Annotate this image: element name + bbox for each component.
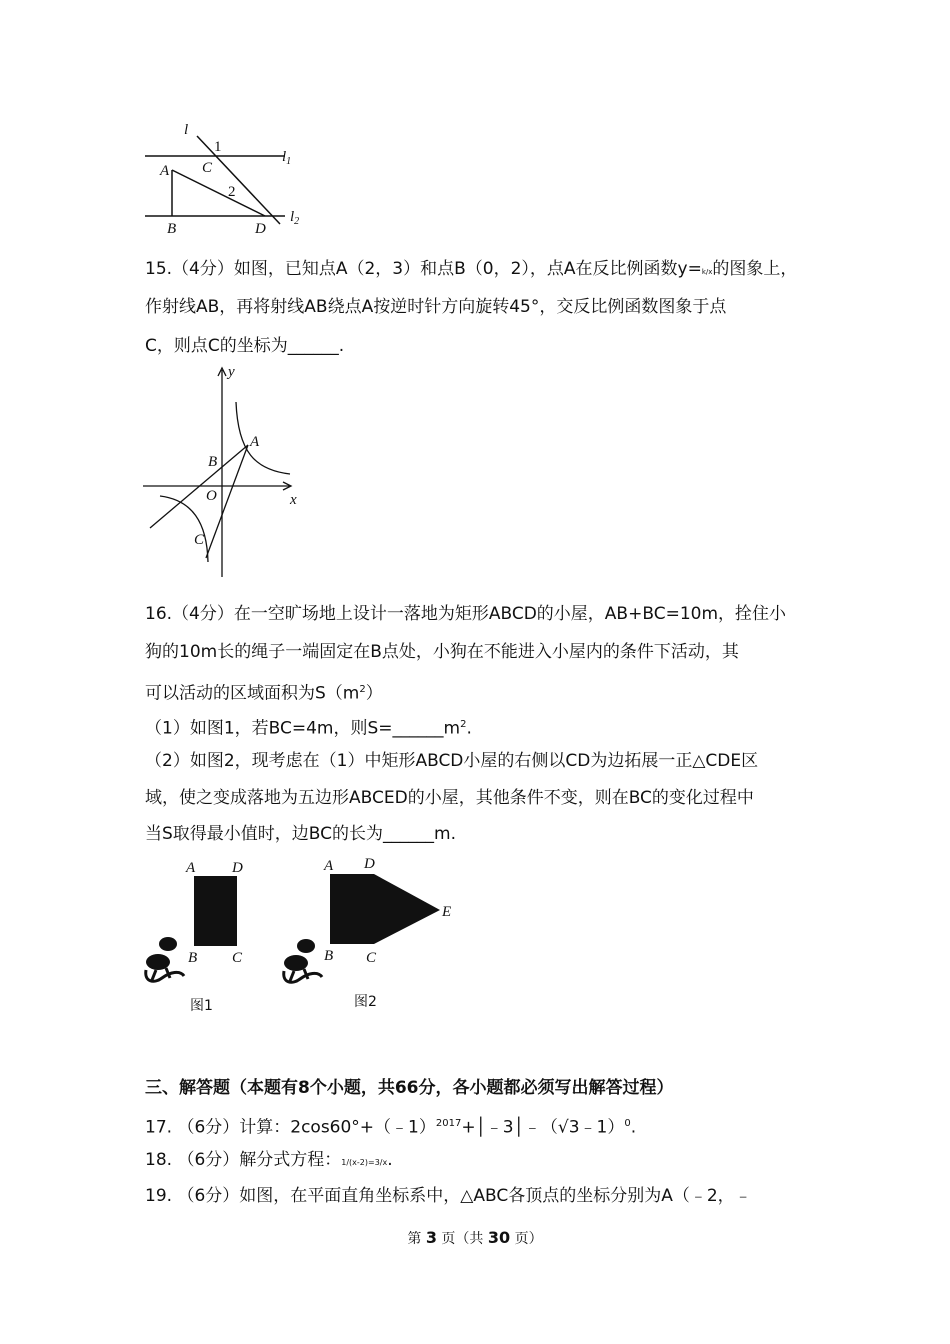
section3-title: 三、解答题（本题有8个小题，共66分，各小题都必须写出解答过程） — [145, 1078, 674, 1098]
dog-icon — [146, 937, 184, 981]
fig2-label-B: B — [324, 948, 334, 964]
q19: 19. （6分）如图，在平面直角坐标系中，△ABC各顶点的坐标分别为A（﹣2，﹣ — [145, 1186, 752, 1206]
label-l2: $l_2$ — [290, 209, 300, 227]
label-C: C — [202, 160, 213, 176]
q17: 17. （6分）计算：2cos60°+（﹣1）$^{2017}$+│﹣3│﹣（√3﹣1）$^0$. — [145, 1117, 637, 1138]
q16-line2: 狗的10m长的绳子一端固定在B点处，小狗在不能进入小屋内的条件下活动，其 — [145, 642, 739, 662]
fig1-label-B: B — [188, 950, 198, 966]
q15-line2: 作射线AB，再将射线AB绕点A按逆时针方向旋转45°，交反比例函数图象于点 — [145, 297, 727, 317]
figure-q14 — [140, 120, 310, 240]
q15-line3: C，则点C的坐标为______. — [145, 336, 345, 356]
q16-line7: 当S取得最小值时，边BC的长为______m. — [145, 824, 456, 844]
fig1-label-C: C — [232, 950, 243, 966]
fig1-caption: 图1 — [190, 998, 213, 1014]
label-B: B — [208, 454, 218, 470]
figure-q15 — [140, 362, 315, 582]
fig2-label-D: D — [364, 856, 375, 872]
fig1-label-D: D — [232, 860, 243, 876]
fig1-label-A: A — [186, 860, 196, 876]
dog-icon — [284, 939, 322, 982]
origin-label: O — [206, 488, 217, 504]
label-angle-2: 2 — [228, 184, 236, 200]
fig2-label-E: E — [442, 904, 452, 920]
q16-line3: 可以活动的区域面积为$S(m^2)$ — [145, 683, 383, 704]
label-A: A — [250, 434, 260, 450]
label-A: A — [160, 163, 170, 179]
q16-line4: （1）如图1，若BC=4m，则$S=\_\_\_\_\_\_m^2$. — [145, 718, 472, 739]
fig2-caption: 图2 — [354, 994, 377, 1010]
q15-line1: 15.（4分）如图，已知点A（2，3）和点B（0，2），点A在反比例函数y=k/x的图象上， — [145, 259, 798, 279]
label-D: D — [255, 221, 266, 237]
figure-q16 — [140, 852, 470, 1017]
q16-line6: 域，使之变成落地为五边形ABCED的小屋，其他条件不变，则在BC的变化过程中 — [145, 788, 754, 808]
label-l: l — [184, 122, 189, 138]
label-C: C — [194, 532, 205, 548]
label-l1: $l_1$ — [282, 149, 292, 167]
axis-y-label: y — [228, 364, 235, 380]
q16-line1: 16.（4分）在一空旷场地上设计一落地为矩形ABCD的小屋，AB+BC=10m，拴住小 — [145, 604, 787, 624]
label-B: B — [167, 221, 177, 237]
label-angle-1: 1 — [214, 139, 222, 155]
q16-line5: （2）如图2，现考虑在（1）中矩形ABCD小屋的右侧以CD为边拓展一正△CDE区 — [145, 751, 759, 771]
q18: 18. （6分）解分式方程：1/(x-2)=3/x. — [145, 1150, 393, 1170]
fig2-label-C: C — [366, 950, 377, 966]
page-footer: 第 3 页（共 30 页） — [407, 1228, 543, 1247]
fig2-label-A: A — [324, 858, 334, 874]
axis-x-label: x — [290, 492, 297, 508]
